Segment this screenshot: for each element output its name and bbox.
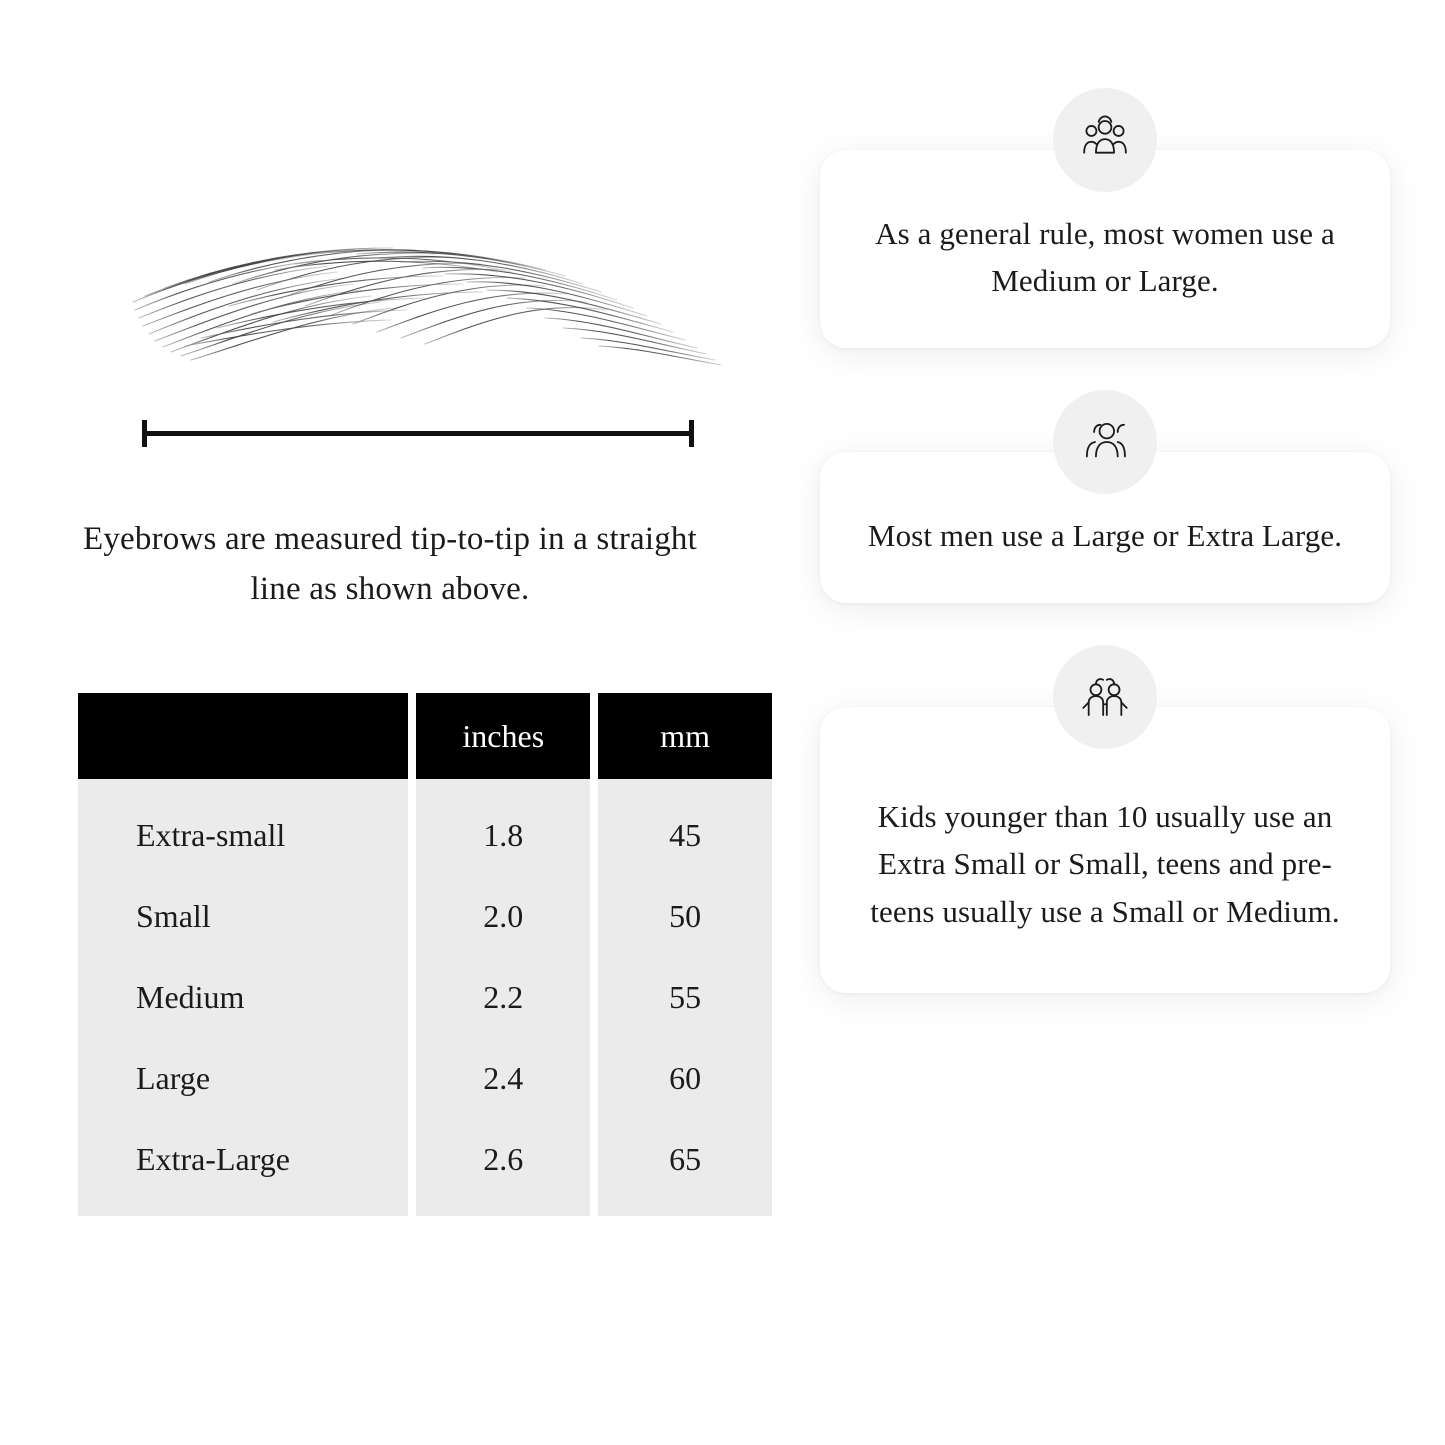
card-men <box>820 452 1390 603</box>
table-header-row <box>78 693 772 779</box>
row-size-name: Medium <box>78 957 408 1038</box>
card-men-text: Most men use a Large or Extra Large. <box>867 518 1343 554</box>
card-women-text: As a general rule, most women use a Medium or Large. <box>875 216 1335 299</box>
table-row <box>78 1038 772 1119</box>
women-group-icon-glyph <box>1076 111 1134 169</box>
row-size-name: Large <box>78 1038 408 1119</box>
row-size-mm: 50 <box>598 876 772 957</box>
table-row <box>78 876 772 957</box>
row-size-inches: 2.6 <box>416 1119 590 1216</box>
table-row <box>78 957 772 1038</box>
table-header-inches: inches <box>416 693 590 779</box>
tip-to-tip-measure-line <box>142 420 694 446</box>
eyebrow-illustration-icon <box>125 210 725 380</box>
row-size-inches: 2.0 <box>416 876 590 957</box>
men-group-icon-glyph <box>1076 413 1134 471</box>
eyebrow-measurement-section <box>70 150 770 614</box>
row-size-inches: 1.8 <box>416 779 590 876</box>
kids-group-icon-glyph <box>1076 668 1134 726</box>
measurement-caption: Eyebrows are measured tip-to-tip in a straight line as shown above. <box>82 521 697 608</box>
men-group-icon <box>1053 390 1157 494</box>
card-kids-text: Kids younger than 10 usually use an Extra Small or Small, teens and pre-teens usually use a Small or Medium. <box>870 799 1340 929</box>
row-size-name: Extra-small <box>78 779 408 876</box>
table-row <box>78 1119 772 1216</box>
row-size-name: Small <box>78 876 408 957</box>
row-size-mm: 45 <box>598 779 772 876</box>
recommendation-cards <box>820 150 1390 1097</box>
kids-group-icon <box>1053 645 1157 749</box>
table-header-name <box>78 693 408 779</box>
row-size-name: Extra-Large <box>78 1119 408 1216</box>
row-size-mm: 60 <box>598 1038 772 1119</box>
row-size-inches: 2.4 <box>416 1038 590 1119</box>
card-kids <box>820 707 1390 992</box>
measure-bar <box>142 431 694 436</box>
measure-cap-right <box>689 420 694 447</box>
size-table <box>70 693 780 1216</box>
row-size-inches: 2.2 <box>416 957 590 1038</box>
women-group-icon <box>1053 88 1157 192</box>
card-women <box>820 150 1390 348</box>
row-size-mm: 65 <box>598 1119 772 1216</box>
table-header-mm: mm <box>598 693 772 779</box>
eyebrow-figure <box>70 150 770 470</box>
row-size-mm: 55 <box>598 957 772 1038</box>
table-row <box>78 779 772 876</box>
